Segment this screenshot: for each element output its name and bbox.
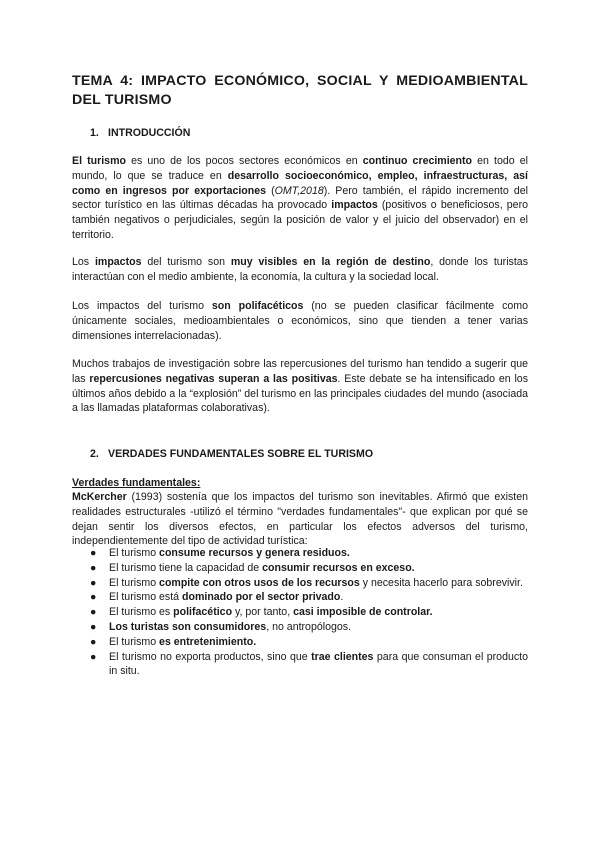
bullet-icon: ●: [90, 635, 97, 648]
paragraph-impactos-visibles: Los impactos del turismo son muy visibles en la región de destino, donde los turistas interactúan con el medio ambiente, la economía, la cultura y la sociedad local.: [72, 256, 528, 283]
paragraph-el-turismo: El turismo es uno de los pocos sectores económicos en continuo crecimiento en todo el mundo, lo que se traduce en desarrollo socioeconómico, empleo, infraestructuras, así como en ingresos por exportaciones (OMT,2018). Pero también, el rápido incremento del sector turístico en las últimas décadas ha provocado impactos (positivos o beneficiosos, pero también negativos o perjudiciales, según la posición de valor y el juicio del observador) en el territorio.: [72, 155, 528, 241]
section-number: 1.: [90, 127, 99, 139]
list-item: ● El turismo es polifacético y, por tanto, casi imposible de controlar.: [90, 606, 433, 619]
bullet-icon: ●: [90, 650, 97, 663]
bullet-icon: ●: [90, 606, 97, 619]
list-item: ● El turismo no exporta productos, sino que trae clientes para que consuman el producto in situ.: [90, 650, 528, 678]
bullet-icon: ●: [90, 620, 97, 633]
list-item: ● El turismo compite con otros usos de los recursos y necesita hacerlo para sobrevivir.: [90, 576, 523, 589]
paragraph-polifaceticos: Los impactos del turismo son polifacéticos (no se pueden clasificar fácilmente como únicamente sociales, medioambientales o económicos, sino que tienden a tener varias dimensiones interrelacionadas).: [72, 300, 528, 342]
subheading-verdades: Verdades fundamentales:: [72, 477, 201, 489]
list-item: ● El turismo tiene la capacidad de consumir recursos en exceso.: [90, 561, 415, 574]
section-title: VERDADES FUNDAMENTALES SOBRE EL TURISMO: [108, 448, 374, 460]
list-item: ● El turismo consume recursos y genera residuos.: [90, 547, 350, 559]
list-item: ● El turismo está dominado por el sector privado.: [90, 591, 344, 604]
list-item: ● El turismo es entretenimiento.: [90, 635, 257, 648]
section-number: 2.: [90, 448, 99, 460]
truths-list: [72, 546, 528, 679]
bullet-icon: ●: [90, 547, 97, 559]
section-heading-verdades: [90, 447, 373, 461]
paragraph-mckercher: McKercher (1993) sostenía que los impactos del turismo son inevitables. Afirmó que existen realidades estructurales -utilizó el término "verdades fundamentales"- que explican por qué se dejan sentir los diversos efectos, en particular los efectos adversos del turismo, independientemente del tipo de actividad turística:: [72, 491, 528, 548]
paragraph-investigacion: Muchos trabajos de investigación sobre las repercusiones del turismo han tendido a sugerir que las repercusiones negativas superan a las positivas. Este debate se ha intensificado en los últimos años debido a la “explosión” del turismo en las principales ciudades del mundo (asociada a las llamadas plataformas colaborativas).: [72, 358, 529, 415]
bullet-icon: ●: [90, 561, 97, 574]
page-title: TEMA 4: IMPACTO ECONÓMICO, SOCIAL Y MEDIOAMBIENTAL DEL TURISMO: [72, 73, 528, 108]
bullet-icon: ●: [90, 576, 97, 589]
section-title: INTRODUCCIÓN: [108, 127, 191, 139]
list-item: ● Los turistas son consumidores, no antropólogos.: [90, 620, 351, 633]
section-heading-introduccion: [90, 126, 190, 140]
bullet-icon: ●: [90, 591, 97, 604]
